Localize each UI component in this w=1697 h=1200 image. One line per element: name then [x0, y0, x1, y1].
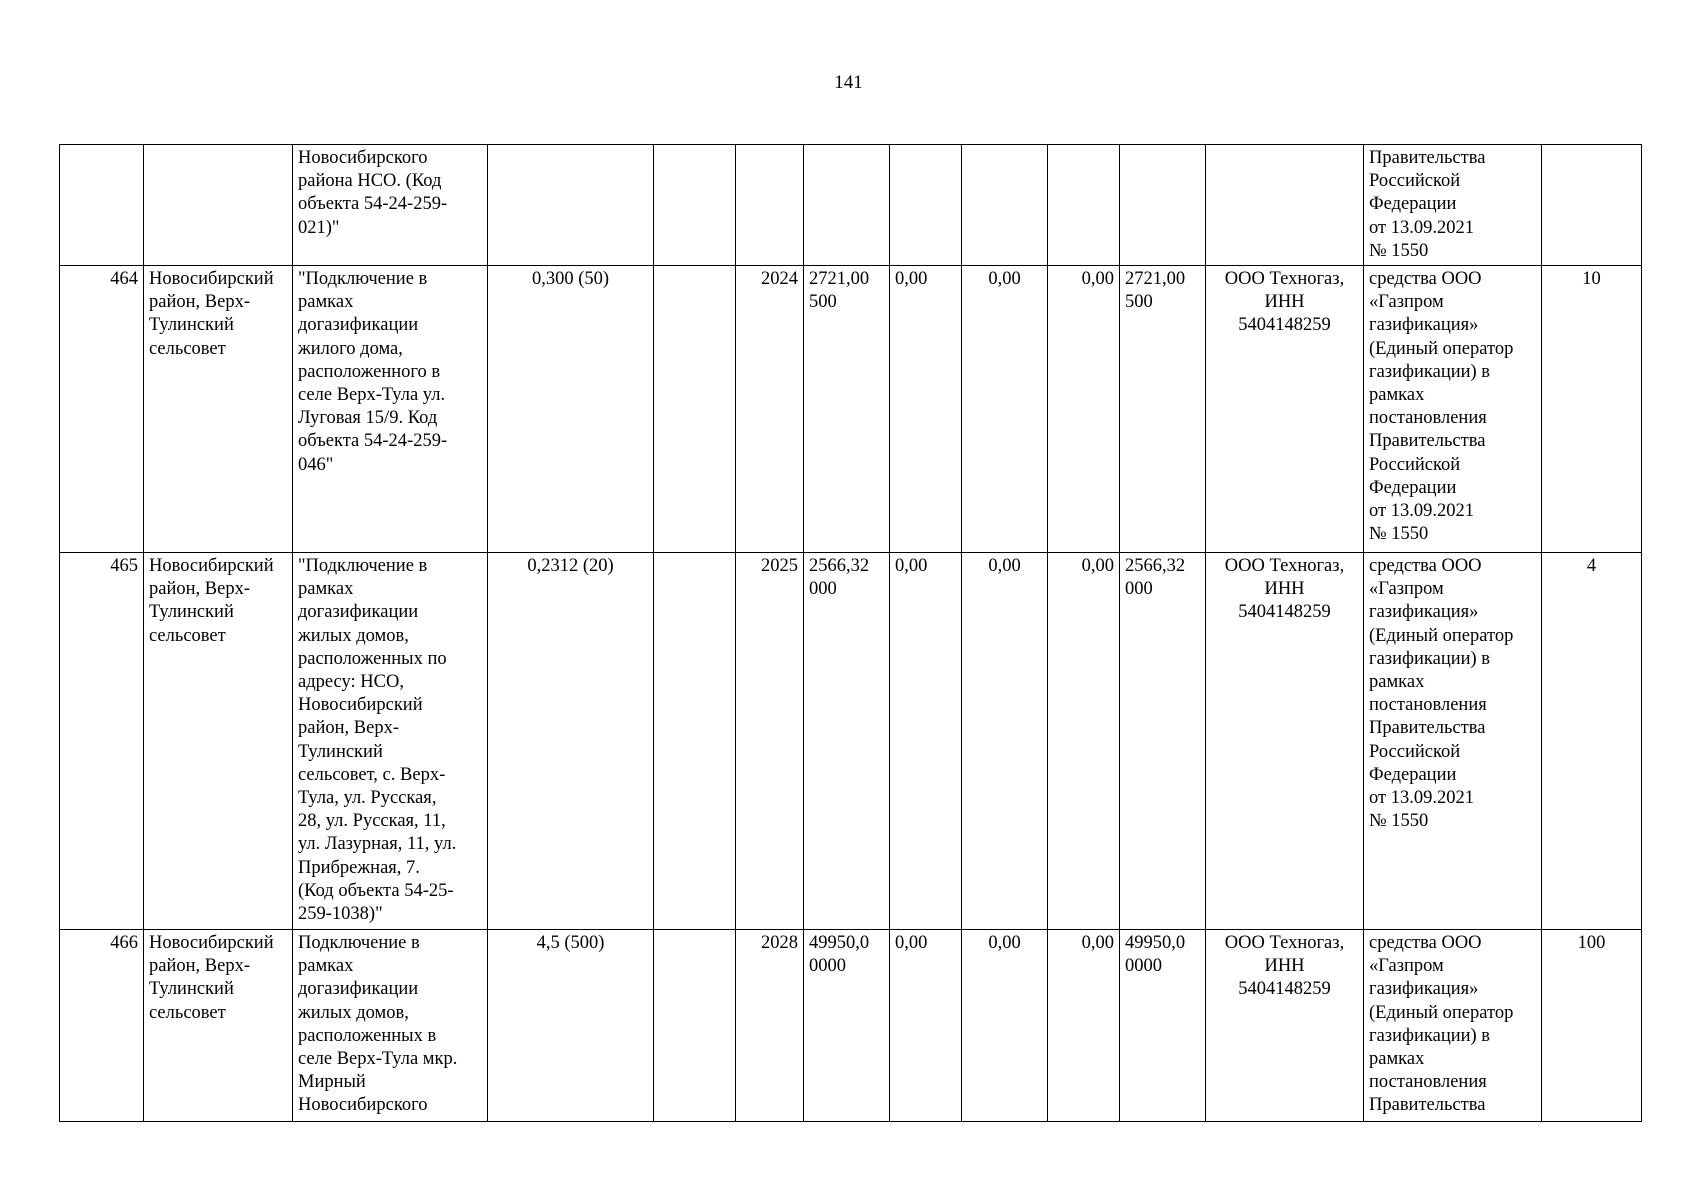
cell-c1: 0,00	[890, 930, 962, 1122]
cell-executor	[1206, 145, 1364, 266]
table-row	[60, 266, 1642, 553]
cell-c2: 0,00	[962, 266, 1048, 553]
table-row-continuation	[60, 145, 1642, 266]
cell-executor: ООО Техногаз, ИНН 5404148259	[1206, 266, 1364, 553]
cell-object: "Подключение в рамках догазификации жилого дома, расположенного в селе Верх-Тула ул. Луговая 15/9. Код объекта 54-24-259- 046"	[293, 266, 488, 553]
cell-empty	[654, 930, 736, 1122]
cell-c3	[1048, 145, 1120, 266]
table-row	[60, 930, 1642, 1122]
cell-c2: 0,00	[962, 553, 1048, 930]
cell-count: 100	[1542, 930, 1642, 1122]
cell-capacity: 4,5 (500)	[488, 930, 654, 1122]
cell-c1: 0,00	[890, 553, 962, 930]
cell-executor: ООО Техногаз, ИНН 5404148259	[1206, 553, 1364, 930]
cell-empty	[654, 145, 736, 266]
cell-object: Подключение в рамках догазификации жилых домов, расположенных в селе Верх-Тула мкр. Мирный Новосибирского	[293, 930, 488, 1122]
cell-total: 2566,32 000	[804, 553, 890, 930]
page-number: 141	[834, 72, 863, 93]
cell-executor: ООО Техногаз, ИНН 5404148259	[1206, 930, 1364, 1122]
cell-year: 2025	[736, 553, 804, 930]
cell-other	[1120, 145, 1206, 266]
cell-empty	[654, 553, 736, 930]
cell-no: 465	[60, 553, 144, 930]
cell-capacity	[488, 145, 654, 266]
cell-source: Правительства Российской Федерации от 13.09.2021 № 1550	[1364, 145, 1542, 266]
cell-object: Новосибирского района НСО. (Код объекта 54-24-259- 021)"	[293, 145, 488, 266]
cell-location: Новосибирский район, Верх- Тулинский сельсовет	[144, 266, 293, 553]
cell-count: 4	[1542, 553, 1642, 930]
cell-source: средства ООО «Газпром газификация» (Единый оператор газификации) в рамках постановления Правительства	[1364, 930, 1542, 1122]
cell-location: Новосибирский район, Верх- Тулинский сельсовет	[144, 553, 293, 930]
cell-c3: 0,00	[1048, 266, 1120, 553]
cell-c2: 0,00	[962, 930, 1048, 1122]
cell-c1	[890, 145, 962, 266]
cell-capacity: 0,2312 (20)	[488, 553, 654, 930]
cell-count	[1542, 145, 1642, 266]
cell-count: 10	[1542, 266, 1642, 553]
cell-source: средства ООО «Газпром газификация» (Единый оператор газификации) в рамках постановления Правительства Российской Федерации от 13.09.2021 № 1550	[1364, 553, 1542, 930]
cell-no: 464	[60, 266, 144, 553]
investment-table	[59, 144, 1642, 1122]
cell-total	[804, 145, 890, 266]
cell-no: 466	[60, 930, 144, 1122]
cell-empty	[654, 266, 736, 553]
cell-capacity: 0,300 (50)	[488, 266, 654, 553]
cell-total: 2721,00 500	[804, 266, 890, 553]
cell-location	[144, 145, 293, 266]
cell-year: 2024	[736, 266, 804, 553]
cell-c2	[962, 145, 1048, 266]
cell-location: Новосибирский район, Верх- Тулинский сельсовет	[144, 930, 293, 1122]
cell-c1: 0,00	[890, 266, 962, 553]
cell-c3: 0,00	[1048, 553, 1120, 930]
cell-c3: 0,00	[1048, 930, 1120, 1122]
cell-no	[60, 145, 144, 266]
cell-total: 49950,0 0000	[804, 930, 890, 1122]
cell-object: "Подключение в рамках догазификации жилых домов, расположенных по адресу: НСО, Новосибирский район, Верх- Тулинский сельсовет, с. Верх- Тула, ул. Русская, 28, ул. Русская, 11, ул. Лазурная, 11, ул. Прибрежная, 7. (Код объекта 54-25- 259-1038)"	[293, 553, 488, 930]
table-row	[60, 553, 1642, 930]
cell-other: 2721,00 500	[1120, 266, 1206, 553]
cell-other: 2566,32 000	[1120, 553, 1206, 930]
cell-year	[736, 145, 804, 266]
cell-year: 2028	[736, 930, 804, 1122]
cell-other: 49950,0 0000	[1120, 930, 1206, 1122]
cell-source: средства ООО «Газпром газификация» (Единый оператор газификации) в рамках постановления Правительства Российской Федерации от 13.09.2021 № 1550	[1364, 266, 1542, 553]
